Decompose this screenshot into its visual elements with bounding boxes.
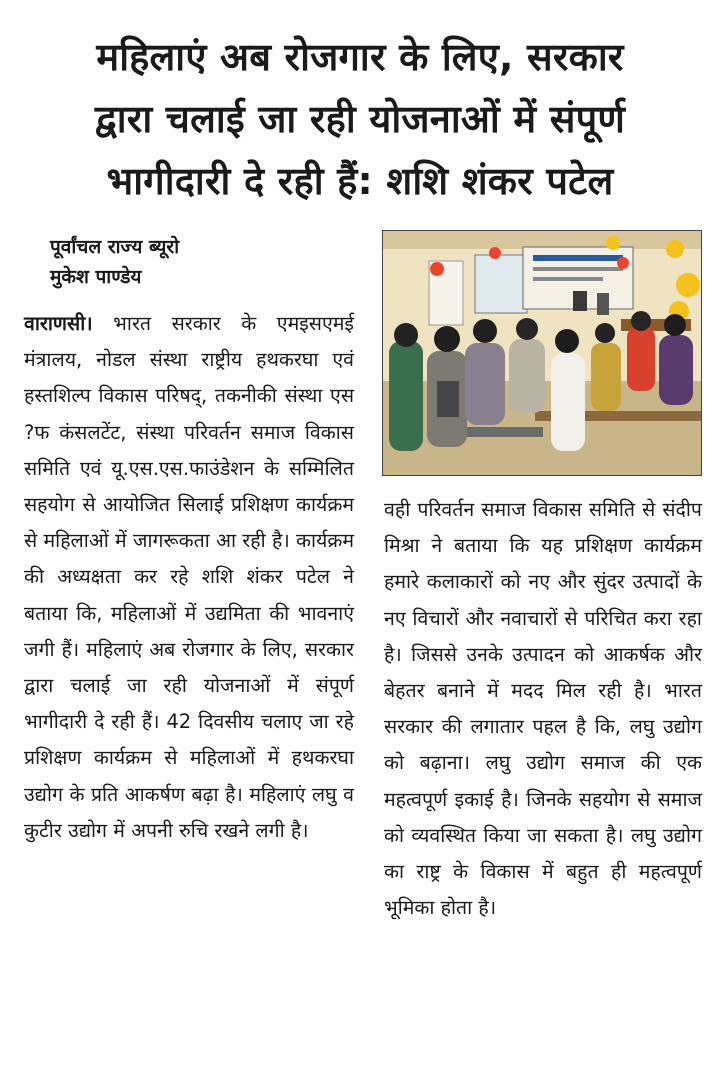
bureau-name: पूर्वांचल राज्य ब्यूरो bbox=[50, 236, 180, 258]
reporter-name: मुकेश पाण्डेय bbox=[50, 266, 142, 288]
training-session-photo-icon bbox=[383, 231, 701, 475]
headline-line-3: भागीदारी दे रही हैं: शशि शंकर पटेल bbox=[106, 159, 614, 203]
headline bbox=[18, 26, 702, 212]
article-body-part-2: वही परिवर्तन समाज विकास समिति से संदीप मिश्रा ने बताया कि यह प्रशिक्षण कार्यक्रम हमारे कलाकारों को नए और सुंदर उत्पादों के नए विचारों और नवाचारों से परिचित करा रहा है। जिससे उनके उत्पादन को आकर्षक और बेहतर बनाने में मदद मिल रही है। भारत सरकार की लगातार पहल है कि, लघु उद्योग को बढ़ाना। लघु उद्योग समाज की एक महत्वपूर्ण इकाई है। जिनके सहयोग से समाज को व्यवस्थित किया जा सकता है। लघु उद्योग का राष्ट्र के विकास में बहुत ही महत्वपूर्ण भूमिका होता है। bbox=[384, 498, 702, 920]
byline bbox=[50, 232, 179, 292]
dateline: वाराणसी। bbox=[24, 312, 93, 335]
headline-line-1: महिलाएं अब रोजगार के लिए, सरकार bbox=[96, 35, 624, 79]
article-body-part-1: भारत सरकार के एमइसएमई मंत्रालय, नोडल संस्था राष्ट्रीय हथकरघा एवं हस्तशिल्प विकास परिषद्, तकनीकी संस्था एस ?फ कंसलटेंट, संस्था परिवर्तन समाज विकास समिति एवं यू.एस.एस.फाउंडेशन के सम्मिलित सहयोग से आयोजित सिलाई प्रशिक्षण कार्यक्रम से महिलाओं में जागरूकता आ रही है। कार्यक्रम की अध्यक्षता कर रहे शशि शंकर पटेल ने बताया कि, महिलाओं में उद्यमिता की भावनाएं जगी हैं। महिलाएं अब रोजगार के लिए, सरकार द्वारा चलाई जा रही योजनाओं में संपूर्ण भागीदारी दे रही हैं। 42 दिवसीय चलाए जा रहे प्रशिक्षण कार्यक्रम से महिलाओं में हथकरघा उद्योग के प्रति आकर्षण बढ़ा है। महिलाएं लघु व कुटीर उद्योग में अपनी रुचि रखने लगी है। bbox=[24, 312, 354, 842]
article-column-left bbox=[24, 306, 354, 849]
headline-line-2: द्वारा चलाई जा रही योजनाओं में संपूर्ण bbox=[94, 97, 626, 141]
article-column-right bbox=[384, 492, 702, 926]
article-photo bbox=[382, 230, 702, 476]
